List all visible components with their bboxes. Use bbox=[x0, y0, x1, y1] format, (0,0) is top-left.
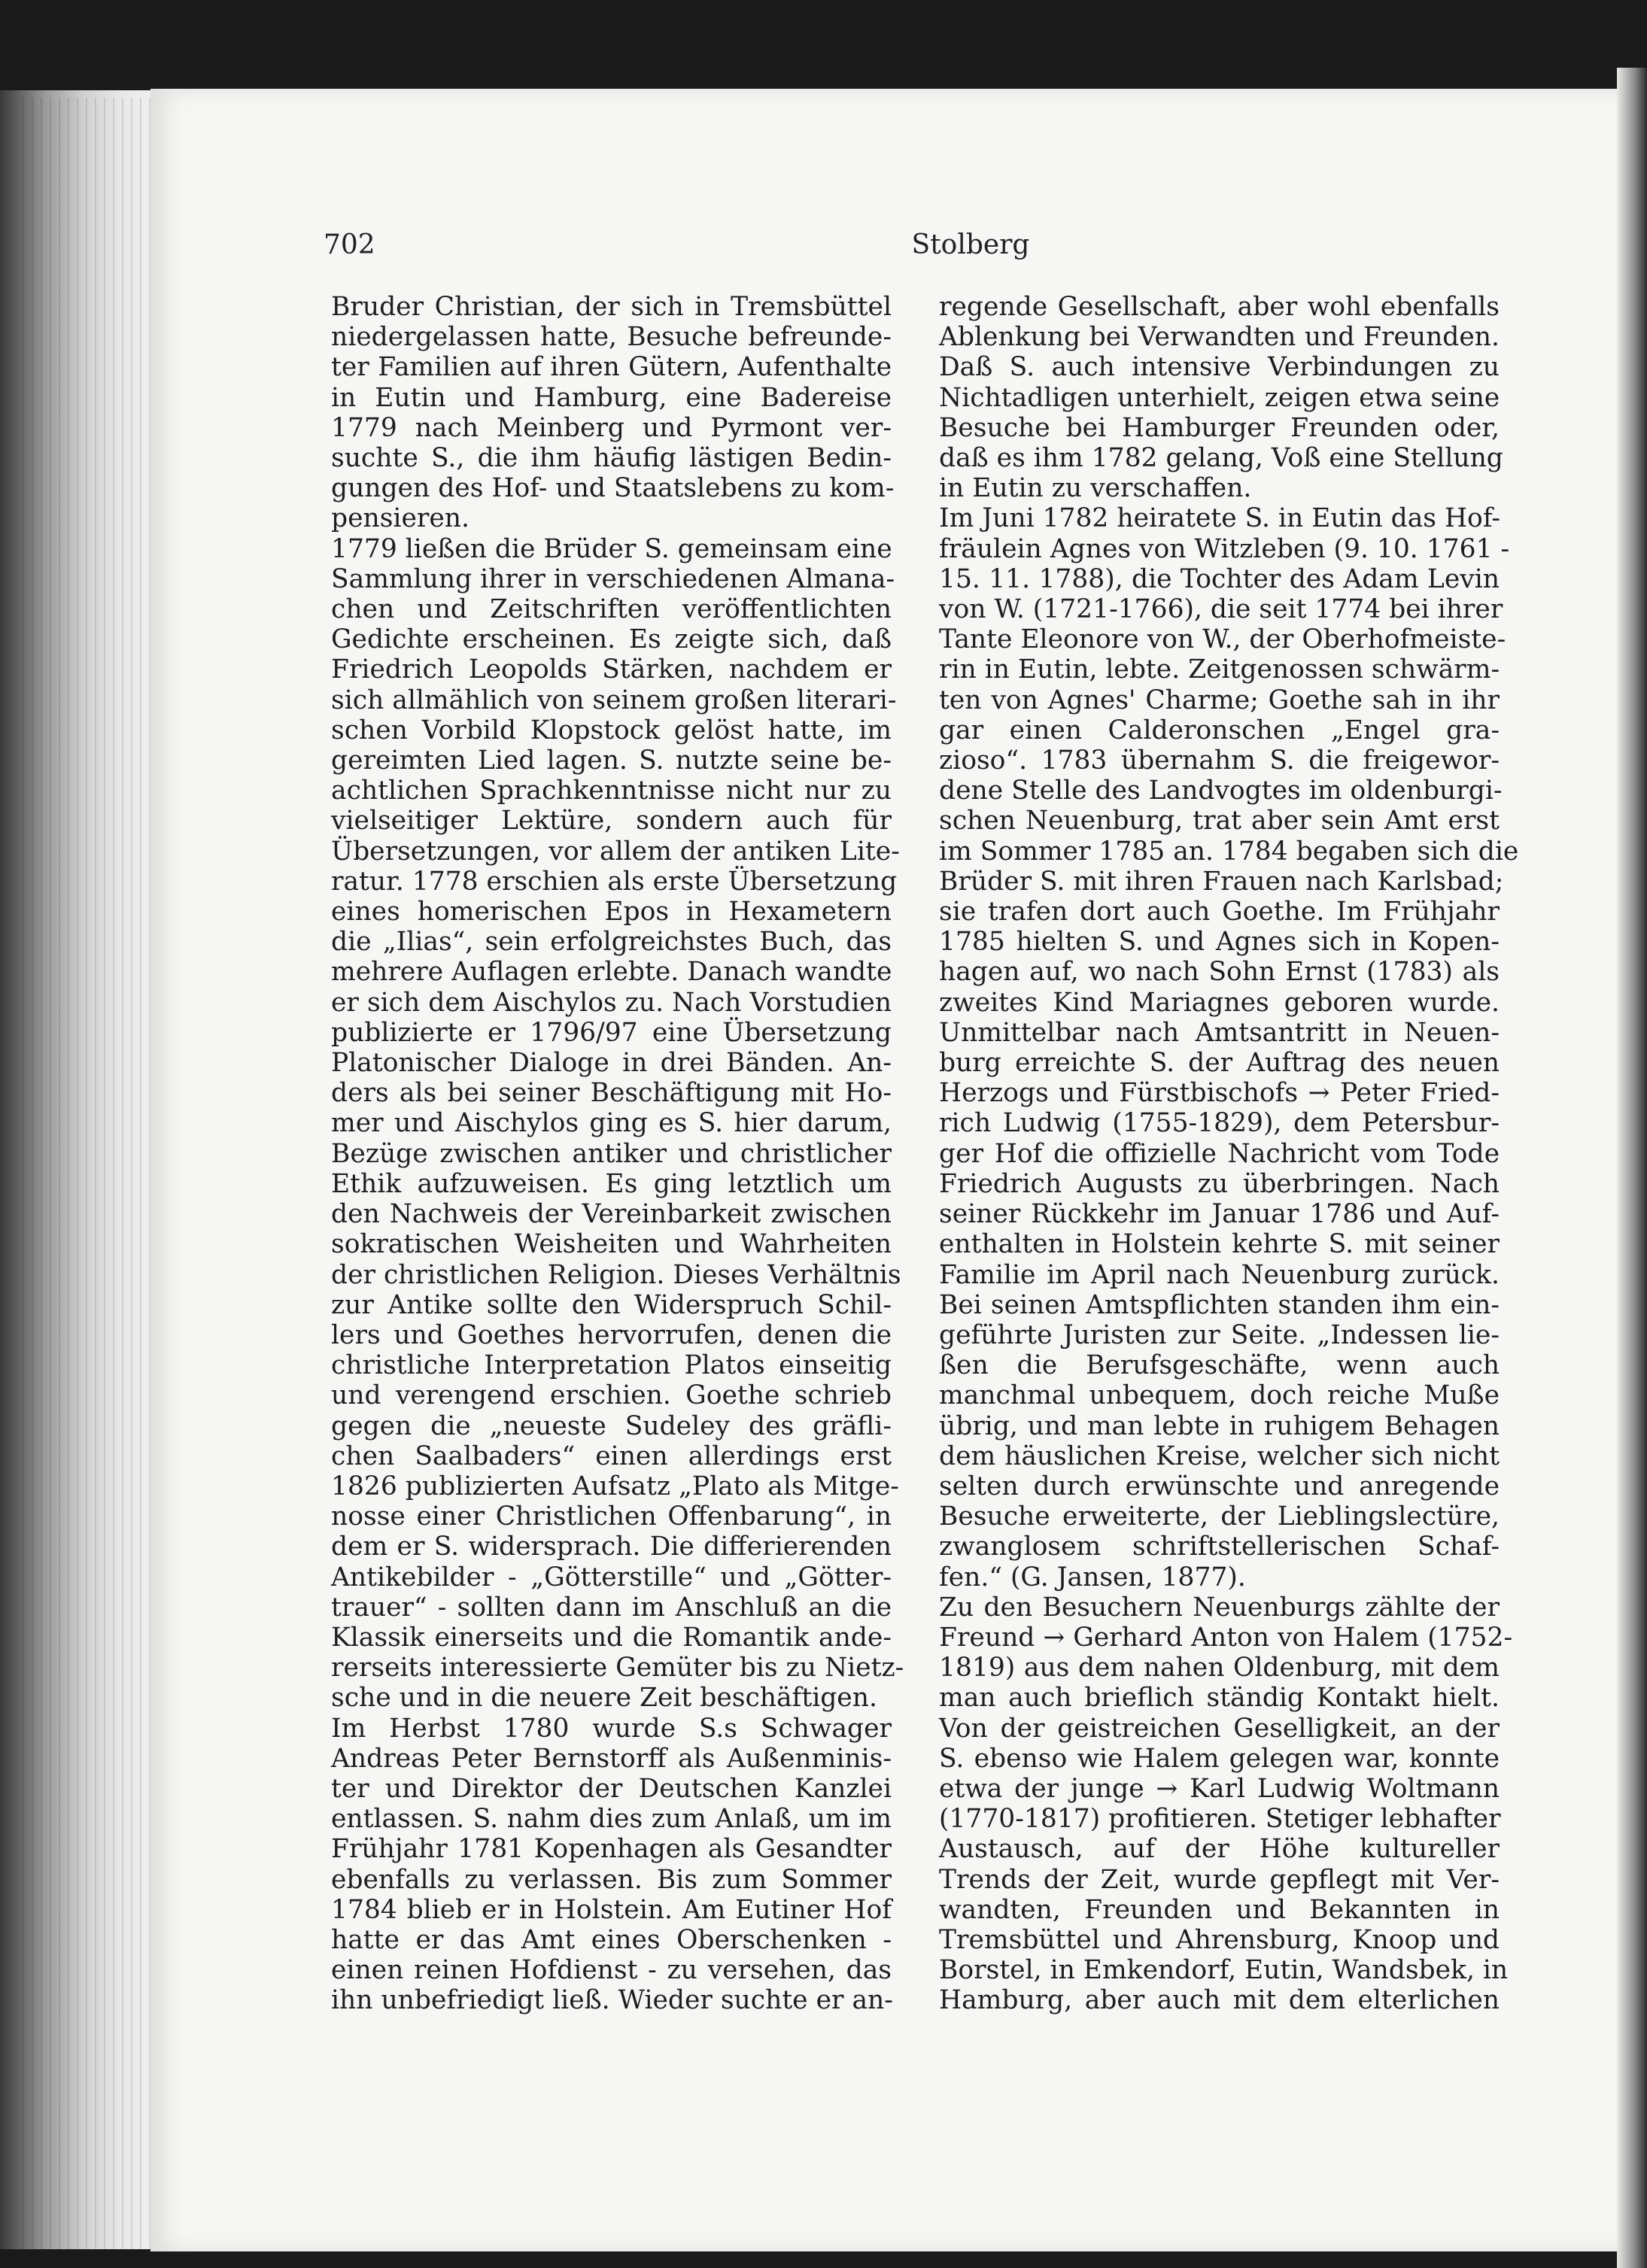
text-line: Trends der Zeit, wurde gepflegt mit Ver- bbox=[939, 1864, 1500, 1895]
text-line: Tremsbüttel und Ahrensburg, Knoop und bbox=[939, 1924, 1500, 1955]
text-line: Bezüge zwischen antiker und christlicher bbox=[331, 1138, 892, 1169]
text-line: im Sommer 1785 an. 1784 begaben sich die bbox=[939, 836, 1519, 867]
text-line: rerseits interessierte Gemüter bis zu Nietz- bbox=[331, 1653, 904, 1684]
text-line: Borstel, in Emkendorf, Eutin, Wandsbek, in bbox=[939, 1955, 1509, 1986]
text-line: zweites Kind Mariagnes geboren wurde. bbox=[939, 987, 1500, 1018]
text-line: die „Ilias“, sein erfolgreichstes Buch, das bbox=[331, 927, 892, 958]
text-line: ebenfalls zu verlassen. Bis zum Sommer bbox=[331, 1864, 892, 1895]
text-line: Von der geistreichen Geselligkeit, an der bbox=[939, 1713, 1500, 1744]
book-page-edges bbox=[23, 98, 166, 2249]
text-line: schen Vorbild Klopstock gelöst hatte, im bbox=[331, 715, 892, 745]
text-line: sche und in die neuere Zeit beschäftigen. bbox=[331, 1683, 877, 1714]
text-line: Gedichte erscheinen. Es zeigte sich, daß bbox=[331, 624, 892, 655]
text-line: Im Herbst 1780 wurde S.s Schwager bbox=[331, 1713, 892, 1744]
text-line: entlassen. S. nahm dies zum Anlaß, um im bbox=[331, 1804, 892, 1835]
text-line: regende Gesellschaft, aber wohl ebenfalls bbox=[939, 292, 1500, 322]
text-line: in Eutin und Hamburg, eine Badereise bbox=[331, 382, 892, 413]
text-line: sokratischen Weisheiten und Wahrheiten bbox=[331, 1229, 892, 1260]
text-line: manchmal unbequem, doch reiche Muße bbox=[939, 1380, 1500, 1411]
text-line: achtlichen Sprachkenntnisse nicht nur zu bbox=[331, 776, 892, 806]
text-line: 1826 publizierten Aufsatz „Plato als Mitge- bbox=[331, 1471, 899, 1501]
text-line: schen Neuenburg, trat aber sein Amt erst bbox=[939, 806, 1500, 836]
text-line: Ethik aufzuweisen. Es ging letztlich um bbox=[331, 1168, 892, 1199]
text-line: Hamburg, aber auch mit dem elterlichen bbox=[939, 1985, 1500, 2016]
text-line: in Eutin zu verschaffen. bbox=[939, 473, 1252, 504]
text-line: selten durch erwünschte und anregende bbox=[939, 1471, 1500, 1501]
text-line: zur Antike sollte den Widerspruch Schil- bbox=[331, 1289, 892, 1320]
text-line: wandten, Freunden und Bekannten in bbox=[939, 1894, 1500, 1925]
text-line: 1785 hielten S. und Agnes sich in Kopen- bbox=[939, 927, 1500, 958]
text-line: und verengend erschien. Goethe schrieb bbox=[331, 1380, 892, 1411]
text-line: Freund → Gerhard Anton von Halem (1752- bbox=[939, 1622, 1513, 1653]
text-line: etwa der junge → Karl Ludwig Woltmann bbox=[939, 1773, 1500, 1804]
text-line: 1819) aus dem nahen Oldenburg, mit dem bbox=[939, 1653, 1500, 1684]
text-line: 1779 nach Meinberg und Pyrmont ver- bbox=[331, 412, 892, 443]
text-line: lers und Goethes hervorrufen, denen die bbox=[331, 1319, 892, 1350]
text-line: sie trafen dort auch Goethe. Im Frühjahr bbox=[939, 897, 1500, 928]
book-right-edge bbox=[1617, 68, 1647, 2268]
text-line: publizierte er 1796/97 eine Übersetzung bbox=[331, 1017, 892, 1048]
text-line: chen Saalbaders“ einen allerdings erst bbox=[331, 1441, 892, 1471]
text-line: Nichtadligen unterhielt, zeigen etwa seine bbox=[939, 382, 1500, 413]
text-line: Bei seinen Amtspflichten standen ihm ein- bbox=[939, 1289, 1500, 1320]
text-line: ders als bei seiner Beschäftigung mit Ho- bbox=[331, 1078, 892, 1109]
text-line: ihn unbefriedigt ließ. Wieder suchte er an- bbox=[331, 1985, 893, 2016]
text-line: pensieren. bbox=[331, 503, 469, 534]
text-line: daß es ihm 1782 gelang, Voß eine Stellung bbox=[939, 443, 1503, 474]
text-line: ßen die Berufsgeschäfte, wenn auch bbox=[939, 1350, 1500, 1381]
text-line: rich Ludwig (1755-1829), dem Petersbur- bbox=[939, 1108, 1500, 1139]
text-line: Klassik einerseits und die Romantik ande- bbox=[331, 1622, 892, 1653]
text-line: fräulein Agnes von Witzleben (9. 10. 1761 - bbox=[939, 533, 1510, 564]
text-line: gegen die „neueste Sudeley des gräfli- bbox=[331, 1410, 892, 1441]
text-line: Besuche erweiterte, der Lieblingslectüre, bbox=[939, 1501, 1500, 1532]
text-line: ten von Agnes' Charme; Goethe sah in ihr bbox=[939, 685, 1500, 715]
page-number: 702 bbox=[324, 229, 375, 260]
text-line: einen reinen Hofdienst - zu versehen, das bbox=[331, 1955, 892, 1986]
text-line: sich allmählich von seinem großen literari- bbox=[331, 685, 897, 715]
text-column-left bbox=[331, 292, 904, 2016]
text-line: (1770-1817) profitieren. Stetiger lebhafter bbox=[939, 1804, 1501, 1835]
text-line: mehrere Auflagen erlebte. Danach wandte bbox=[331, 957, 892, 988]
text-line: gereimten Lied lagen. S. nutzte seine be- bbox=[331, 745, 892, 776]
text-line: Antikebilder - „Götterstille“ und „Götter- bbox=[331, 1562, 892, 1592]
text-line: Daß S. auch intensive Verbindungen zu bbox=[939, 352, 1500, 383]
text-line: Friedrich Augusts zu überbringen. Nach bbox=[939, 1168, 1500, 1199]
text-line: ratur. 1778 erschien als erste Übersetzung bbox=[331, 866, 898, 897]
text-line: Zu den Besuchern Neuenburgs zählte der bbox=[939, 1592, 1500, 1623]
text-line: Friedrich Leopolds Stärken, nachdem er bbox=[331, 654, 892, 685]
text-line: hagen auf, wo nach Sohn Ernst (1783) als bbox=[939, 957, 1500, 988]
text-line: ter Familien auf ihren Gütern, Aufenthalte bbox=[331, 352, 892, 383]
text-line: 1784 blieb er in Holstein. Am Eutiner Hof bbox=[331, 1894, 892, 1925]
text-line: Ablenkung bei Verwandten und Freunden. bbox=[939, 322, 1500, 353]
text-line: Andreas Peter Bernstorff als Außenminis- bbox=[331, 1743, 892, 1774]
text-line: S. ebenso wie Halem gelegen war, konnte bbox=[939, 1743, 1500, 1774]
text-line: vielseitiger Lektüre, sondern auch für bbox=[331, 806, 892, 836]
text-line: dem er S. widersprach. Die differierenden bbox=[331, 1532, 892, 1562]
text-line: den Nachweis der Vereinbarkeit zwischen bbox=[331, 1199, 892, 1230]
text-line: gungen des Hof- und Staatslebens zu kom- bbox=[331, 473, 895, 504]
text-line: Unmittelbar nach Amtsantritt in Neuen- bbox=[939, 1017, 1500, 1048]
text-line: der christlichen Religion. Dieses Verhältnis bbox=[331, 1259, 901, 1290]
text-line: man auch brieflich ständig Kontakt hielt. bbox=[939, 1683, 1500, 1714]
text-line: Austausch, auf der Höhe kultureller bbox=[939, 1834, 1500, 1865]
text-line: er sich dem Aischylos zu. Nach Vorstudien bbox=[331, 987, 892, 1018]
text-line: Familie im April nach Neuenburg zurück. bbox=[939, 1259, 1500, 1290]
text-line: Bruder Christian, der sich in Tremsbüttel bbox=[331, 292, 892, 322]
text-line: fen.“ (G. Jansen, 1877). bbox=[939, 1562, 1246, 1592]
text-line: Frühjahr 1781 Kopenhagen als Gesandter bbox=[331, 1834, 892, 1865]
text-line: Übersetzungen, vor allem der antiken Lite- bbox=[331, 836, 900, 867]
text-line: ger Hof die offizielle Nachricht vom Tode bbox=[939, 1138, 1500, 1169]
text-column-right bbox=[939, 292, 1519, 2016]
text-line: enthalten in Holstein kehrte S. mit seiner bbox=[939, 1229, 1500, 1260]
text-line: nosse einer Christlichen Offenbarung“, in bbox=[331, 1501, 892, 1532]
text-line: dene Stelle des Landvogtes im oldenburgi- bbox=[939, 776, 1503, 806]
text-line: hatte er das Amt eines Oberschenken - bbox=[331, 1924, 892, 1955]
text-line: ter und Direktor der Deutschen Kanzlei bbox=[331, 1773, 892, 1804]
running-head: Stolberg bbox=[911, 229, 1030, 260]
text-line: geführte Juristen zur Seite. „Indessen lie- bbox=[939, 1319, 1500, 1350]
text-line: eines homerischen Epos in Hexametern bbox=[331, 897, 892, 928]
text-line: christliche Interpretation Platos einseitig bbox=[331, 1350, 892, 1381]
text-line: rin in Eutin, lebte. Zeitgenossen schwärm- bbox=[939, 654, 1500, 685]
text-line: zioso“. 1783 übernahm S. die freigewor- bbox=[939, 745, 1500, 776]
text-line: zwanglosem schriftstellerischen Schaf- bbox=[939, 1532, 1500, 1562]
text-line: Besuche bei Hamburger Freunden oder, bbox=[939, 412, 1500, 443]
text-line: übrig, und man lebte in ruhigem Behagen bbox=[939, 1410, 1500, 1441]
text-line: 1779 ließen die Brüder S. gemeinsam eine bbox=[331, 533, 892, 564]
text-line: niedergelassen hatte, Besuche befreunde- bbox=[331, 322, 892, 353]
text-line: seiner Rückkehr im Januar 1786 und Auf- bbox=[939, 1199, 1500, 1230]
text-line: dem häuslichen Kreise, welcher sich nicht bbox=[939, 1441, 1500, 1471]
text-line: Tante Eleonore von W., der Oberhofmeiste- bbox=[939, 624, 1506, 655]
text-line: mer und Aischylos ging es S. hier darum, bbox=[331, 1108, 892, 1139]
text-line: trauer“ - sollten dann im Anschluß an die bbox=[331, 1592, 892, 1623]
text-line: Platonischer Dialoge in drei Bänden. An- bbox=[331, 1048, 892, 1079]
text-line: Herzogs und Fürstbischofs → Peter Fried- bbox=[939, 1078, 1500, 1109]
text-line: suchte S., die ihm häufig lästigen Bedin- bbox=[331, 443, 892, 474]
text-line: Sammlung ihrer in verschiedenen Almana- bbox=[331, 563, 895, 594]
text-line: Brüder S. mit ihren Frauen nach Karlsbad; bbox=[939, 866, 1504, 897]
text-line: burg erreichte S. der Auftrag des neuen bbox=[939, 1048, 1500, 1079]
text-line: chen und Zeitschriften veröffentlichten bbox=[331, 594, 892, 625]
text-line: von W. (1721-1766), die seit 1774 bei ihrer bbox=[939, 594, 1503, 625]
page-header bbox=[324, 229, 1647, 275]
text-line: 15. 11. 1788), die Tochter des Adam Levin bbox=[939, 563, 1500, 594]
text-line: gar einen Calderonschen „Engel gra- bbox=[939, 715, 1500, 745]
text-line: Im Juni 1782 heiratete S. in Eutin das Hof- bbox=[939, 503, 1501, 534]
